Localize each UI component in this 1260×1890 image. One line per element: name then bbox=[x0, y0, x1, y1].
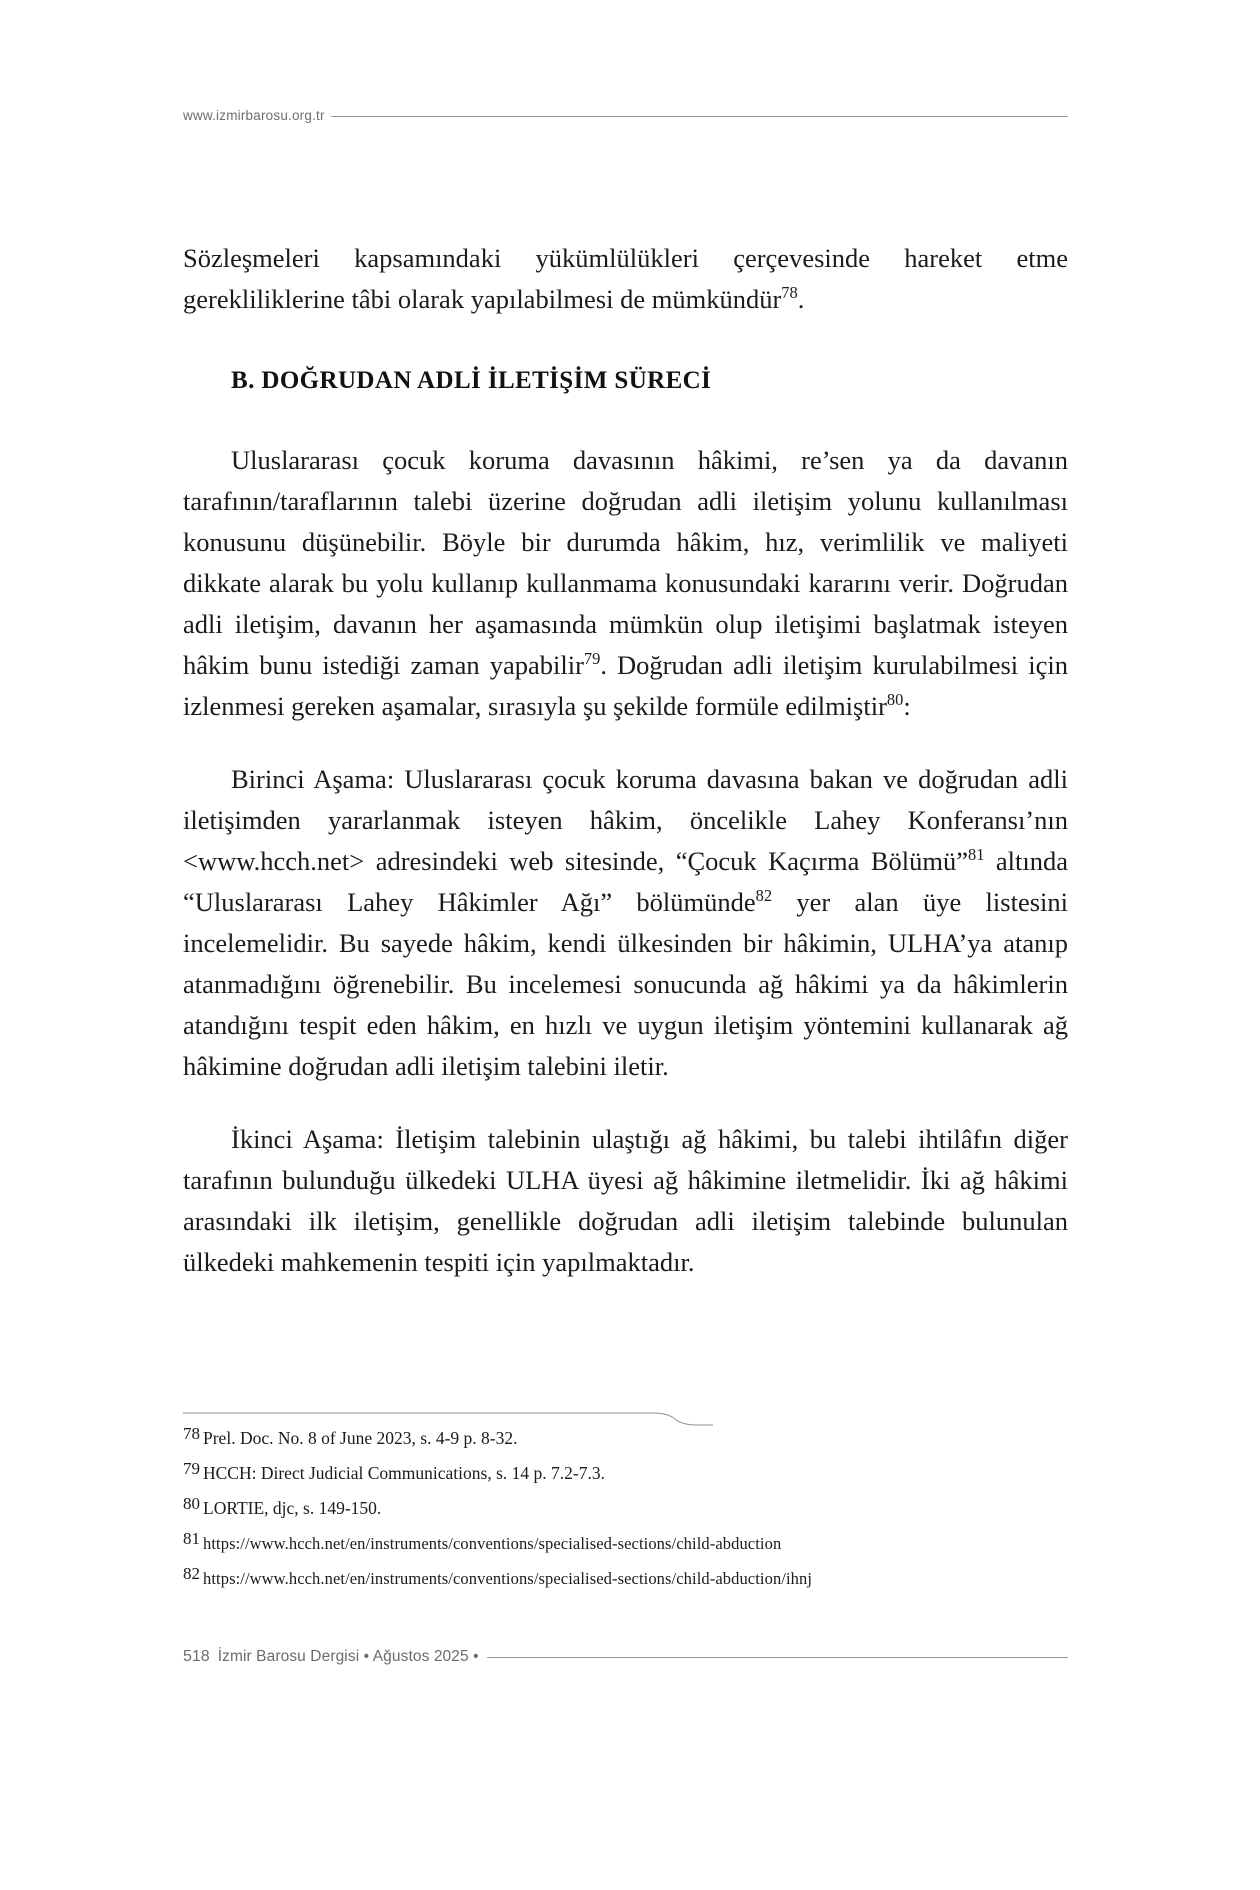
footnote-number: 81 bbox=[183, 1529, 200, 1548]
paragraph-2-part-a: Uluslararası çocuk koruma davasının hâkimi, re’sen ya da davanın tarafının/taraflarının talebi üzerine doğrudan adli iletişim yolunu kullanılması konusunu düşünebilir. Böyle bir durumda hâkim, hız, verimlilik ve maliyeti dikkate alarak bu yolu kullanıp kullanmama konusundaki kararını verir. Doğrudan adli iletişim, davanın her aşamasında mümkün olup iletişimi başlatmak isteyen hâkim bunu istediği zaman yapabilir bbox=[183, 445, 1068, 680]
footer-divider bbox=[487, 1657, 1068, 1658]
footnote-separator bbox=[183, 1412, 713, 1426]
footnote-ref-81: 81 bbox=[967, 845, 985, 865]
footnote-item bbox=[183, 1564, 1068, 1589]
footnote-number: 82 bbox=[183, 1564, 200, 1583]
paragraph-4: İkinci Aşama: İletişim talebinin ulaştığı ağ hâkimi, bu talebi ihtilâfın diğer tarafının bulunduğu ülkedeki ULHA üyesi ağ hâkimine iletmelidir. İki ağ hâkimi arasındaki ilk iletişim, genellikle doğrudan adli iletişim talebinde bulunulan ülkedeki mahkemenin tespiti için yapılmaktadır. bbox=[183, 1124, 1068, 1277]
footnote-item bbox=[183, 1529, 1068, 1554]
footnote-ref-80: 80 bbox=[886, 690, 904, 710]
header-website-url: www.izmirbarosu.org.tr bbox=[183, 107, 325, 123]
footnote-text: Prel. Doc. No. 8 of June 2023, s. 4-9 p. 8-32. bbox=[203, 1428, 518, 1448]
footnote-list bbox=[183, 1424, 1068, 1603]
footnote-ref-79: 79 bbox=[583, 649, 601, 669]
footnote-text: HCCH: Direct Judicial Communications, s. 14 p. 7.2-7.3. bbox=[203, 1463, 605, 1483]
footnote-item bbox=[183, 1459, 1068, 1484]
page-header bbox=[183, 104, 1068, 126]
paragraph-2 bbox=[183, 440, 1068, 727]
header-divider bbox=[331, 116, 1068, 117]
footnote-number: 80 bbox=[183, 1494, 200, 1513]
footnote-ref-82: 82 bbox=[755, 886, 773, 906]
footnote-number: 78 bbox=[183, 1424, 200, 1443]
paragraph-continued bbox=[183, 238, 1068, 320]
page-footer bbox=[183, 1648, 1068, 1666]
footnote-text: https://www.hcch.net/en/instruments/conventions/specialised-sections/child-abduction bbox=[203, 1534, 782, 1553]
footnote-text: LORTIE, djc, s. 149-150. bbox=[203, 1498, 382, 1518]
paragraph-3-part-a: Birinci Aşama: Uluslararası çocuk koruma davasına bakan ve doğrudan adli iletişimden yararlanmak isteyen hâkim, öncelikle Lahey Konferansı’nın <www.hcch.net> adresindeki web sitesinde, “Çocuk Kaçırma Bölümü” bbox=[183, 764, 1068, 876]
footnote-ref-78: 78 bbox=[781, 283, 798, 303]
footnote-item bbox=[183, 1424, 1068, 1449]
footnote-item bbox=[183, 1494, 1068, 1519]
paragraph-3-part-c: yer alan üye listesini incelemelidir. Bu sayede hâkim, kendi ülkesinden bir hâkimin, ULHA’ya atanıp atanmadığını öğrenebilir. Bu incelemesi sonucunda ağ hâkimi ya da hâkimlerin atandığını tespit eden hâkim, en hızlı ve uygun iletişim yöntemini kullanarak ağ hâkimine doğrudan adli iletişim talebini iletir. bbox=[183, 887, 1069, 1081]
footnote-number: 79 bbox=[183, 1459, 200, 1478]
paragraph-3-part-b: altında “Uluslararası Lahey Hâkimler Ağı” bölümünde bbox=[183, 846, 1068, 917]
paragraph-continued-text: Sözleşmeleri kapsamındaki yükümlülükleri çerçevesinde hareket etme gerekliliklerine tâbi olarak yapılabilmesi de mümkündür bbox=[183, 243, 1068, 314]
paragraph-3 bbox=[183, 759, 1068, 1087]
paragraph-continued-end: . bbox=[797, 284, 805, 314]
page-content bbox=[183, 238, 1068, 1283]
footer-journal-info: İzmir Barosu Dergisi • Ağustos 2025 • bbox=[217, 1648, 479, 1665]
page-number: 518 bbox=[183, 1648, 210, 1665]
paragraph-2-part-b: . Doğrudan adli iletişim kurulabilmesi için izlenmesi gereken aşamalar, sırasıyla şu şekilde formüle edilmiştir bbox=[183, 650, 1068, 721]
section-heading-b: B. DOĞRUDAN ADLİ İLETİŞİM SÜRECİ bbox=[231, 367, 712, 394]
footnote-text: https://www.hcch.net/en/instruments/conventions/specialised-sections/child-abduction/ihnj bbox=[203, 1569, 813, 1588]
paragraph-2-part-c: : bbox=[903, 691, 911, 721]
